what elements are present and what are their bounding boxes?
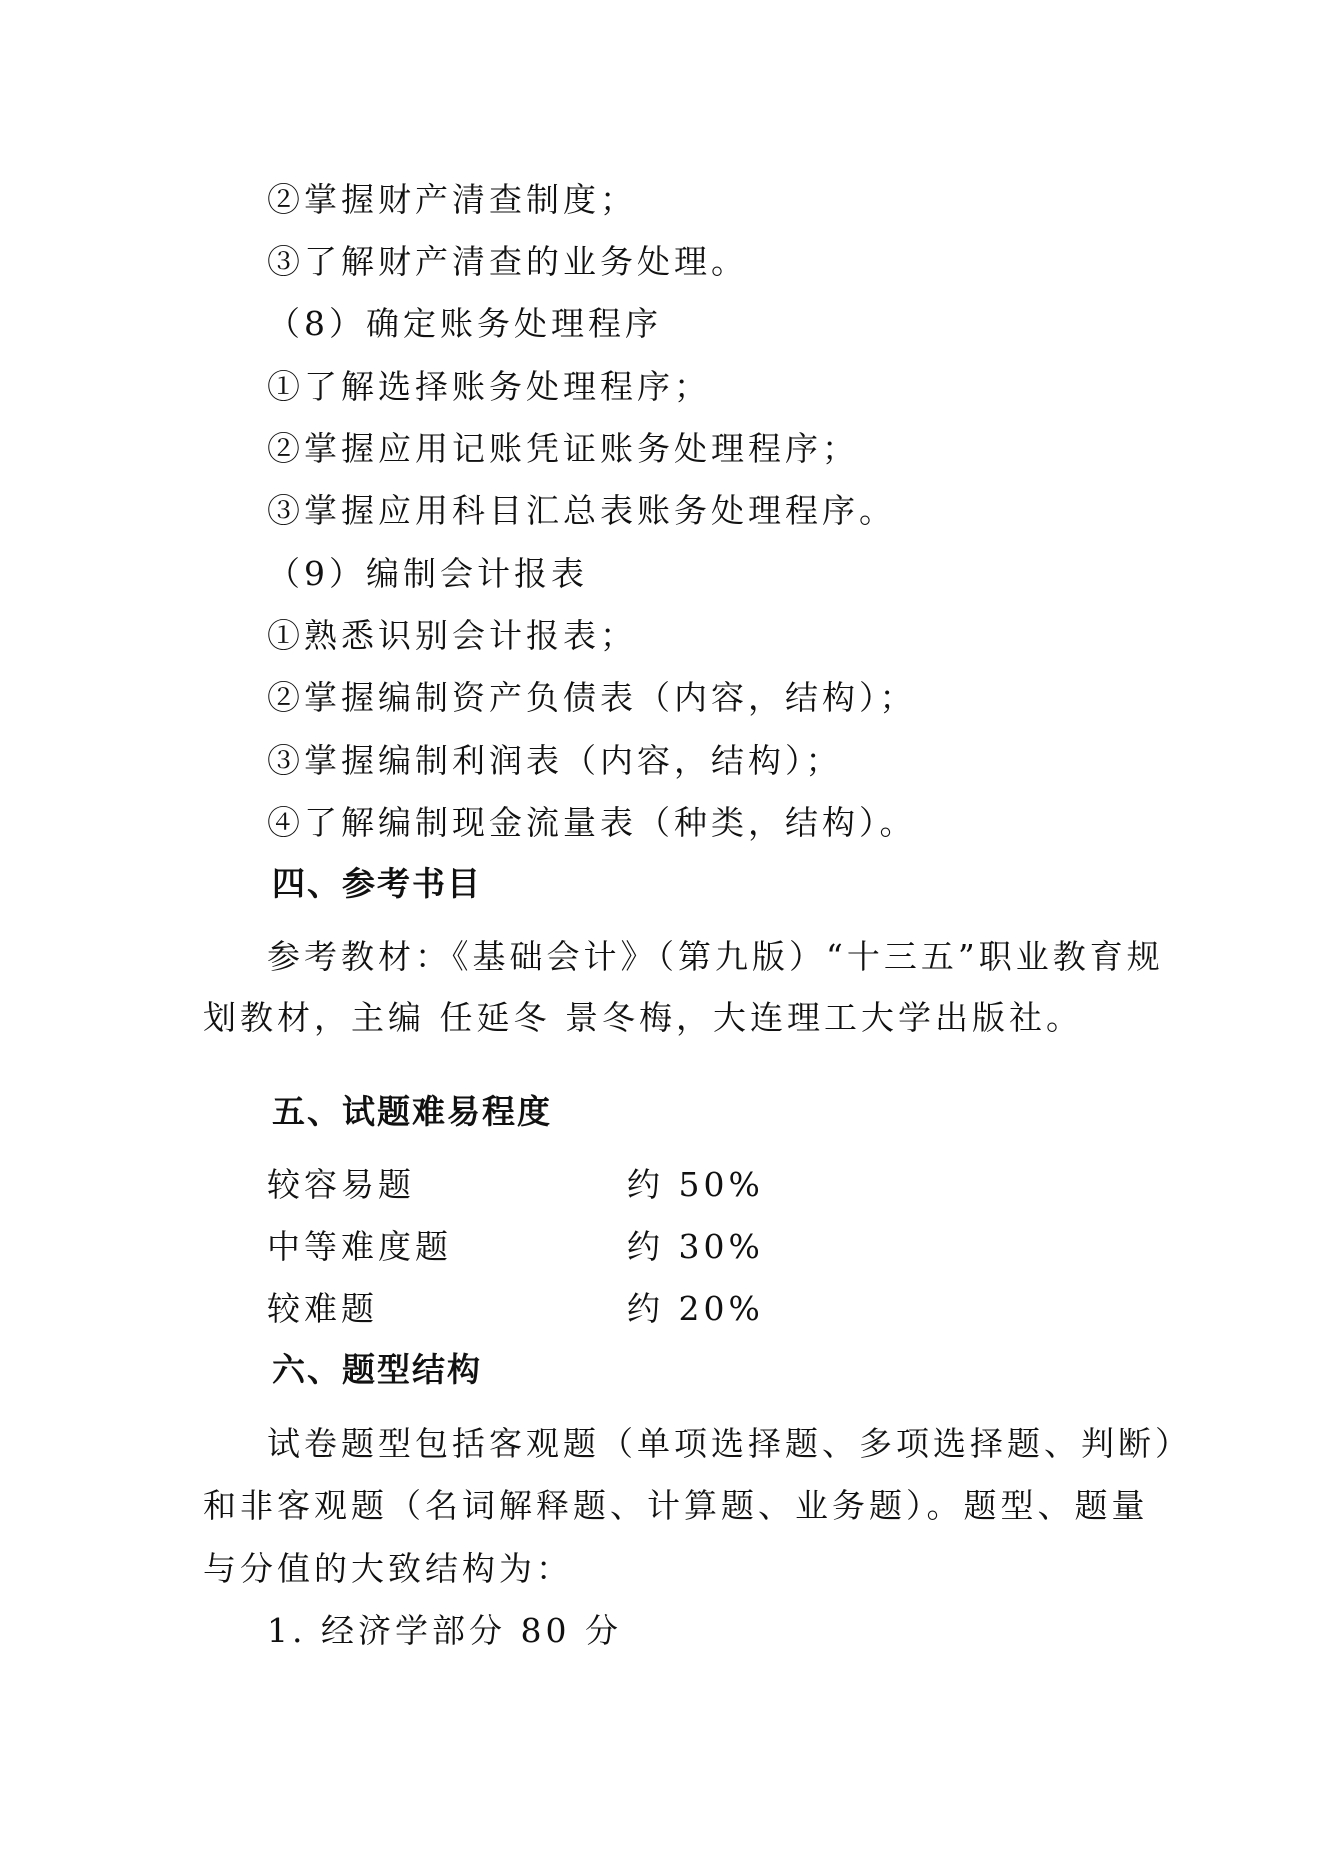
list-item: ①了解选择账务处理程序； [267,367,711,406]
list-item: ④了解编制现金流量表（种类，结构）。 [267,803,917,842]
paragraph-line: 和非客观题（名词解释题、计算题、业务题）。题型、题量 [203,1486,1149,1525]
section-heading: 六、题型结构 [272,1350,482,1389]
difficulty-value: 约 20% [627,1289,764,1328]
list-item: ②掌握财产清查制度； [267,180,637,219]
paragraph-line: 参考教材：《基础会计》（第九版）“十三五”职业教育规 [267,937,1164,976]
difficulty-value: 约 50% [627,1165,764,1204]
section-heading: 四、参考书目 [272,864,482,903]
paragraph-line: 划教材，主编 任延冬 景冬梅，大连理工大学出版社。 [203,998,1083,1037]
list-item: ③掌握应用科目汇总表账务处理程序。 [267,491,896,530]
list-item: ②掌握应用记账凭证账务处理程序； [267,429,859,468]
subsection-title: （8）确定账务处理程序 [267,304,662,343]
paragraph-line: 与分值的大致结构为： [203,1549,573,1588]
difficulty-label: 较难题 [267,1289,378,1328]
section-heading: 五、试题难易程度 [272,1092,552,1131]
list-item: 1. 经济学部分 80 分 [267,1611,622,1650]
list-item: ③掌握编制利润表（内容，结构）； [267,741,843,780]
subsection-title: （9）编制会计报表 [267,554,588,593]
paragraph-line: 试卷题型包括客观题（单项选择题、多项选择题、判断） [267,1424,1192,1463]
list-item: ②掌握编制资产负债表（内容，结构）； [267,678,917,717]
difficulty-label: 中等难度题 [267,1227,452,1266]
difficulty-value: 约 30% [627,1227,764,1266]
list-item: ③了解财产清查的业务处理。 [267,242,748,281]
difficulty-label: 较容易题 [267,1165,415,1204]
list-item: ①熟悉识别会计报表； [267,616,637,655]
